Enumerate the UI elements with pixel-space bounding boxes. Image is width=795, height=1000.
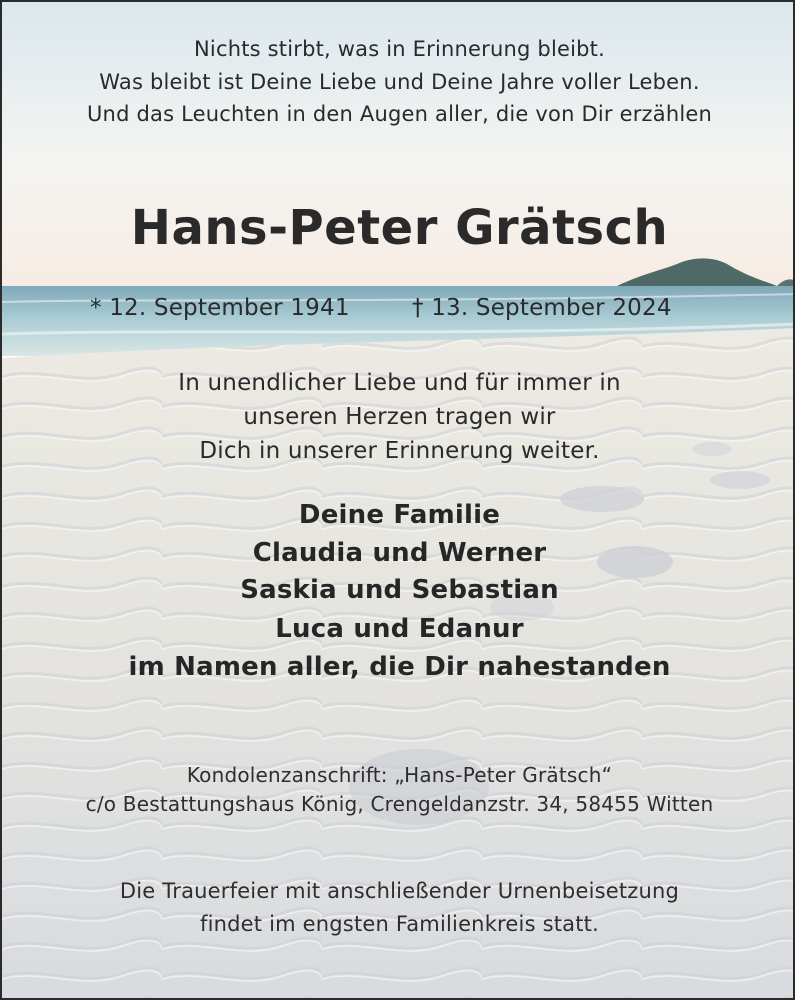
tribute-line-1: In unendlicher Liebe und für immer in <box>178 370 621 396</box>
obituary-text <box>2 2 795 1000</box>
tribute-line-3: Dich in unserer Erinnerung weiter. <box>199 438 600 464</box>
quote-line-3: Und das Leuchten in den Augen aller, die von Dir erzählen <box>86 102 712 126</box>
family-line-5: im Namen aller, die Dir nahestanden <box>128 652 671 682</box>
condolence-address-line-2: c/o Bestattungshaus König, Crengeldanzstr. 34, 58455 Witten <box>85 792 714 816</box>
service-note-line-1: Die Trauerfeier mit anschließender Urnenbeisetzung <box>119 879 680 903</box>
quote-line-1: Nichts stirbt, was in Erinnerung bleibt. <box>194 37 605 61</box>
family-line-3: Saskia und Sebastian <box>240 575 559 605</box>
death-date: † 13. September 2024 <box>412 295 672 321</box>
deceased-name: Hans-Peter Grätsch <box>130 200 669 256</box>
family-line-1: Deine Familie <box>298 500 501 530</box>
quote-line-2: Was bleibt ist Deine Liebe und Deine Jahre voller Leben. <box>99 70 700 94</box>
birth-date: * 12. September 1941 <box>90 295 350 321</box>
family-line-4: Luca und Edanur <box>275 614 524 644</box>
life-dates <box>2 295 795 325</box>
condolence-address-line-1: Kondolenzanschrift: „Hans-Peter Grätsch“ <box>186 763 613 787</box>
tribute-line-2: unseren Herzen tragen wir <box>243 404 556 430</box>
service-note-line-2: findet im engsten Familienkreis statt. <box>199 912 599 936</box>
family-line-2: Claudia und Werner <box>252 538 547 568</box>
